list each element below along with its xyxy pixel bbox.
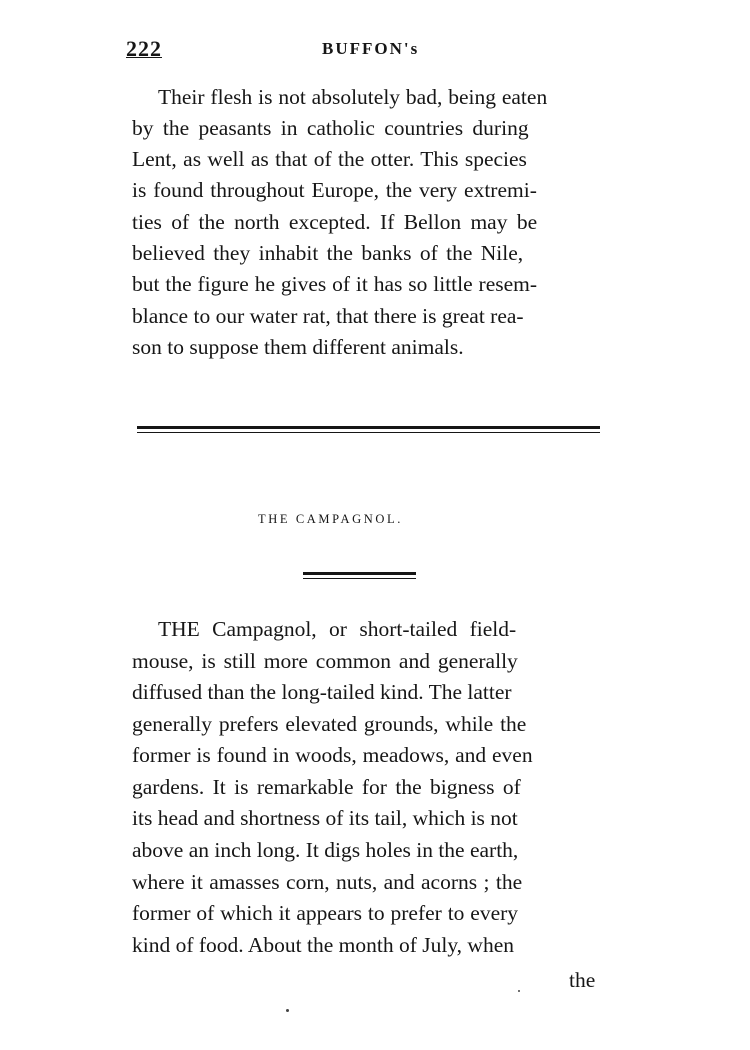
text-line: Their flesh is not absolutely bad, being eaten [158,85,548,109]
catchword: the [569,968,596,992]
text-line: its head and shortness of its tail, which is not [132,806,518,830]
text-line: blance to our water rat, that there is great rea- [132,304,524,328]
text-line: Lent, as well as that of the otter. This species [132,147,527,171]
paper-speck [286,1009,289,1012]
text-line: by the peasants in catholic countries during [132,116,529,140]
running-head: BUFFON's [322,39,420,58]
text-line: gardens. It is remarkable for the bigness of [132,775,521,799]
text-line: kind of food. About the month of July, when [132,933,514,957]
text-line: THE Campagnol, or short-tailed field- [158,617,517,641]
paper-speck [518,990,520,992]
text-line: mouse, is still more common and generally [132,649,518,673]
title-underline-rule [303,578,416,579]
text-line: son to suppose them different animals. [132,335,464,359]
text-line: where it amasses corn, nuts, and acorns ; the [132,870,523,894]
title-underline-rule [303,572,416,575]
text-line: believed they inhabit the banks of the Nile, [132,241,524,265]
page-number: 222 [126,36,162,61]
text-line: former is found in woods, meadows, and even [132,743,533,767]
text-line: above an inch long. It digs holes in the earth, [132,838,519,862]
text-line: ties of the north excepted. If Bellon may be [132,210,538,234]
text-line: diffused than the long-tailed kind. The latter [132,680,512,704]
text-line: generally prefers elevated grounds, while the [132,712,527,736]
section-title: THE CAMPAGNOL. [258,512,403,526]
section-divider-rule [137,426,600,429]
text-line: but the figure he gives of it has so little resem- [132,272,538,296]
text-line: is found throughout Europe, the very extremi- [132,178,537,202]
text-line: former of which it appears to prefer to every [132,901,519,925]
section-divider-rule [137,432,600,433]
